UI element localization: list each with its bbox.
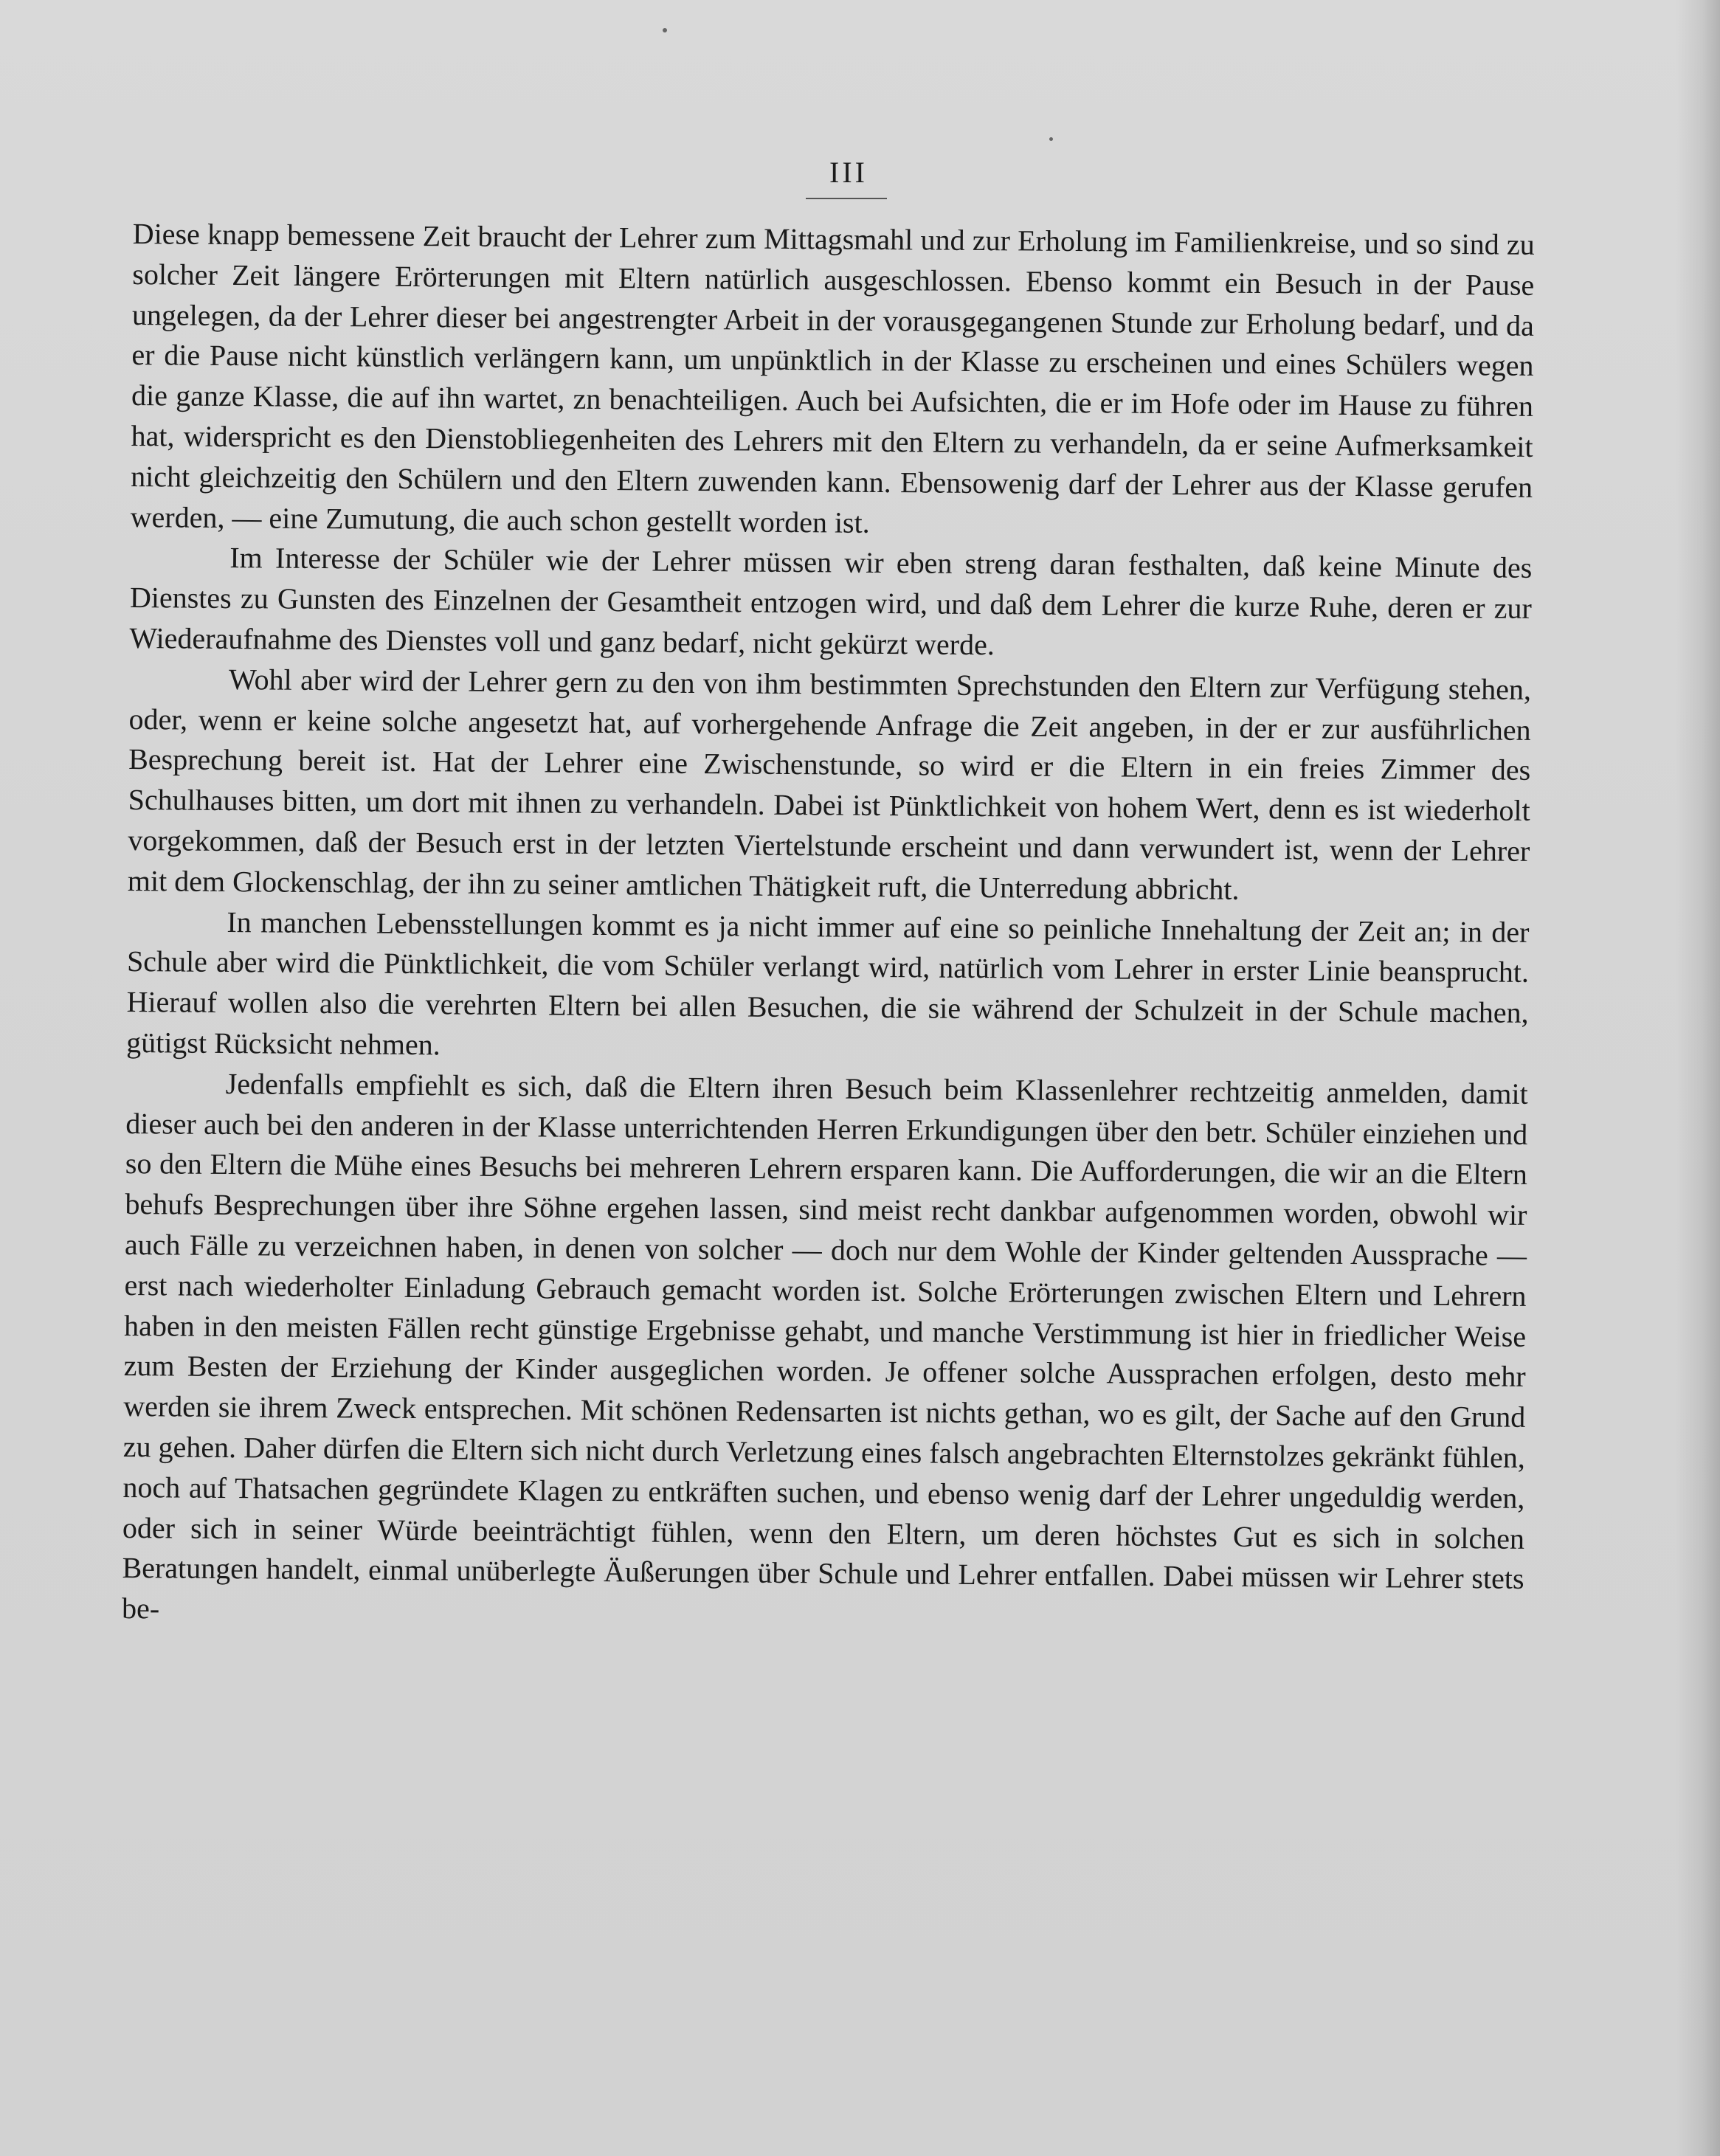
paragraph-1: Diese knapp bemessene Zeit braucht der Lehrer zum Mittagsmahl und zur Erholung im Familienkreise, und so sind zu solcher Zeit längere Erörterungen mit Eltern natürlich ausgeschlossen. Ebenso kommt ein Besuch in der Pause ungelegen, da der Lehrer dieser bei angestrengter Arbeit in der vorausgegangenen Stunde zur Erholung bedarf, und da er die Pause nicht künstlich verlängern kann, um unpünktlich in der Klasse zu erscheinen und eines Schülers wegen die ganze Klasse, die auf ihn wartet, zn benachteiligen. Auch bei Aufsichten, die er im Hofe oder im Hause zu führen hat, widerspricht es den Dienstobliegenheiten des Lehrers mit den Eltern zu verhandeln, da er seine Aufmerksamkeit nicht gleichzeitig den Schülern und den Eltern zuwenden kann. Ebensowenig darf der Lehrer aus der Klasse gerufen werden, — eine Zumutung, die auch schon gestellt worden ist. [130, 216, 1535, 539]
paragraph-4: In manchen Lebensstellungen kommt es ja nicht immer auf eine so peinliche Innehaltung der Zeit an; in der Schule aber wird die Pünktlichkeit, die vom Schüler verlangt wird, natürlich vom Lehrer in erster Linie beansprucht. Hierauf wollen also die verehrten Eltern bei allen Besuchen, die sie während der Schulzeit in der Schule machen, gütigst Rücksicht nehmen. [126, 905, 1530, 1062]
speck-mark [663, 28, 667, 32]
paragraph-2: Im Interesse der Schüler wie der Lehrer müssen wir eben streng daran festhalten, daß keine Minute des Dienstes zu Gunsten des Einzelnen der Gesamtheit entzogen wird, und daß dem Lehrer die kurze Ruhe, deren er zur Wiederaufnahme des Dienstes voll und ganz bedarf, nicht gekürzt werde. [129, 541, 1533, 662]
paragraph-5: Jedenfalls empfiehlt es sich, daß die Eltern ihren Besuch beim Klassenlehrer rechtzeitig anmelden, damit dieser auch bei den anderen in der Klasse unterrichtenden Herren Erkundigungen über den betr. Schüler einziehen und so den Eltern die Mühe eines Besuchs bei mehreren Lehrern ersparen kann. Die Aufforderungen, die wir an die Eltern behufs Besprechungen über ihre Söhne ergehen lassen, sind meist recht dankbar aufgenommen worden, obwohl wir auch Fälle zu verzeichnen haben, in denen von solcher — doch nur dem Wohle der Kinder geltenden Aussprache — erst nach wiederholter Einladung Gebrauch gemacht worden ist. Solche Erörterungen zwischen Eltern und Lehrern haben in den meisten Fällen recht günstige Ergebnisse gehabt, und manche Verstimmung ist hier in friedlicher Weise zum Besten der Erziehung der Kinder ausgeglichen worden. Je offener solche Aussprachen erfolgen, desto mehr werden sie ihrem Zweck entsprechen. Mit schönen Redensarten ist nichts gethan, wo es gilt, der Sache auf den Grund zu gehen. Daher dürfen die Eltern sich nicht durch Verletzung eines falsch angebrachten Elternstolzes gekränkt fühlen, noch auf Thatsachen gegründete Klagen zu entkräften suchen, und ebenso wenig darf der Lehrer ungeduldig werden, oder sich in seiner Würde beeinträchtigt fühlen, wenn den Eltern, um deren höchstes Gut es sich in solchen Beratungen handelt, einmal unüberlegte Äußerungen über Schule und Lehrer entfallen. Dabei müssen wir Lehrer stets be- [121, 1066, 1528, 1625]
page-number: III [829, 156, 868, 189]
speck-mark [1049, 137, 1053, 141]
body-text [122, 214, 1535, 1640]
binding-shadow [1676, 0, 1720, 2156]
page-number-rule [806, 198, 887, 199]
paragraph-3: Wohl aber wird der Lehrer gern zu den von ihm bestimmten Sprechstunden den Eltern zur Verfügung stehen, oder, wenn er keine solche angesetzt hat, auf vorhergehende Anfrage die Zeit angeben, in der er zur ausführlichen Besprechung bereit ist. Hat der Lehrer eine Zwischenstunde, so wird er die Eltern in ein freies Zimmer des Schulhauses bitten, um dort mit ihnen zu verhandeln. Dabei ist Pünktlichkeit von hohem Wert, denn es ist wiederholt vorgekommen, daß der Besuch erst in der letzten Viertelstunde erscheint und dann verwundert ist, wenn der Lehrer mit dem Glockenschlag, der ihn zu seiner amtlichen Thätigkeit ruft, die Unterredung abbricht. [127, 662, 1532, 906]
